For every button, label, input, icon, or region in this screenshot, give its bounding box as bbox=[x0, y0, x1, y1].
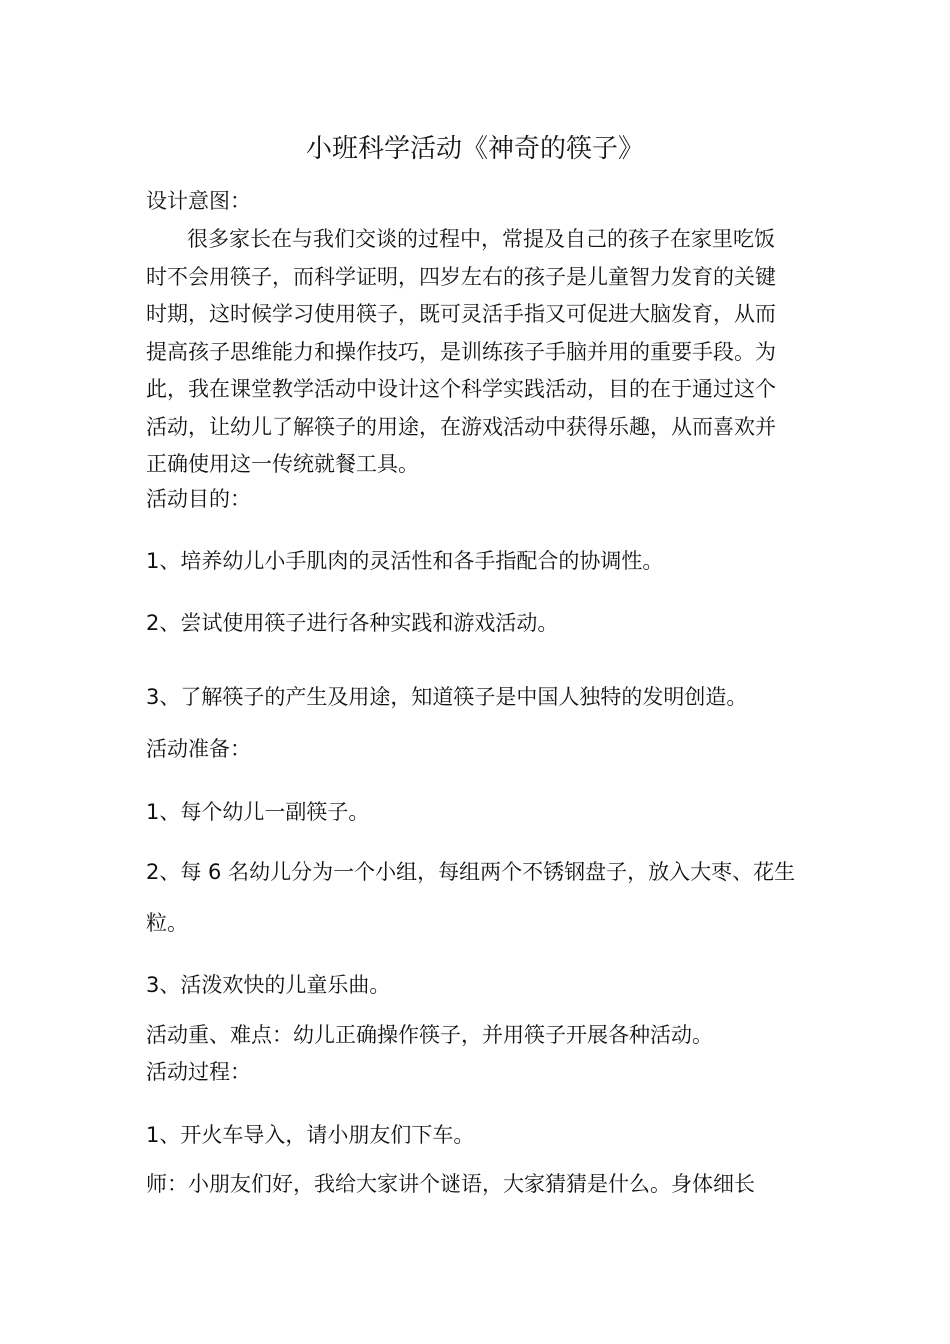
prep-item: 3、活泼欢快的儿童乐曲。 bbox=[146, 973, 391, 997]
goal-item: 2、尝试使用筷子进行各种实践和游戏活动。 bbox=[146, 611, 559, 635]
goal-heading: 活动目的： bbox=[146, 487, 251, 511]
design-paragraph-line: 时期，这时候学习使用筷子，既可灵活手指又可促进大脑发育，从而 bbox=[146, 302, 776, 326]
prep-heading: 活动准备： bbox=[146, 737, 251, 761]
key-points: 活动重、难点：幼儿正确操作筷子，并用筷子开展各种活动。 bbox=[146, 1023, 713, 1047]
document-title: 小班科学活动《神奇的筷子》 bbox=[305, 134, 644, 164]
design-paragraph-line: 活动，让幼儿了解筷子的用途，在游戏活动中获得乐趣，从而喜欢并 bbox=[146, 415, 776, 439]
design-paragraph-line: 很多家长在与我们交谈的过程中，常提及自己的孩子在家里吃饭 bbox=[187, 227, 775, 251]
goal-item: 1、培养幼儿小手肌肉的灵活性和各手指配合的协调性。 bbox=[146, 549, 664, 573]
prep-item-continued: 粒。 bbox=[146, 911, 188, 935]
design-paragraph-line: 正确使用这一传统就餐工具。 bbox=[146, 452, 419, 476]
process-heading: 活动过程： bbox=[146, 1060, 251, 1084]
design-paragraph-line: 时不会用筷子，而科学证明，四岁左右的孩子是儿童智力发育的关键 bbox=[146, 265, 776, 289]
design-heading: 设计意图： bbox=[146, 189, 251, 213]
prep-item: 2、每 6 名幼儿分为一个小组，每组两个不锈钢盘子，放入大枣、花生 bbox=[146, 860, 796, 884]
design-paragraph-line: 提高孩子思维能力和操作技巧，是训练孩子手脑并用的重要手段。为 bbox=[146, 340, 776, 364]
teacher-dialogue: 师：小朋友们好，我给大家讲个谜语，大家猜猜是什么。身体细长 bbox=[146, 1172, 755, 1196]
prep-item: 1、每个幼儿一副筷子。 bbox=[146, 800, 370, 824]
design-paragraph-line: 此，我在课堂教学活动中设计这个科学实践活动，目的在于通过这个 bbox=[146, 377, 776, 401]
process-step: 1、开火车导入，请小朋友们下车。 bbox=[146, 1123, 475, 1147]
goal-item: 3、了解筷子的产生及用途，知道筷子是中国人独特的发明创造。 bbox=[146, 685, 748, 709]
